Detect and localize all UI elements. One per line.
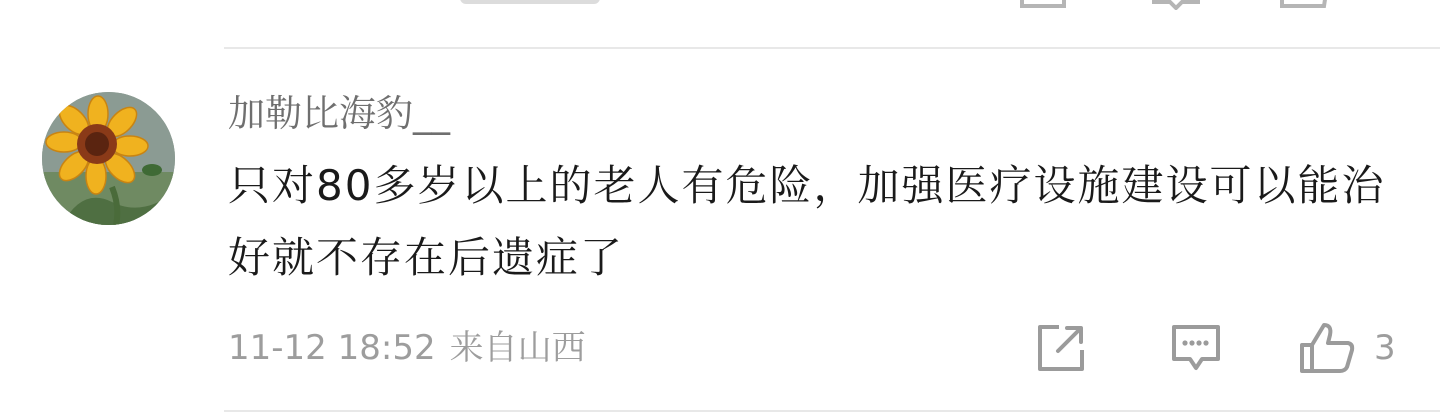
reply-button[interactable] [1170,320,1222,376]
sunflower-avatar-image [42,92,175,225]
divider [224,47,1440,49]
comment-icon [1170,323,1222,373]
thumbs-up-icon[interactable] [1280,0,1332,10]
comment-date: 11-12 18:52 [228,328,436,368]
comment-text: 只对80多岁以上的老人有危险，加强医疗设施建设可以能治好就不存在后遗症了 [228,161,1386,282]
like-count: 3 [1374,328,1396,368]
avatar[interactable] [42,92,175,225]
comment-location: 来自山西 [449,328,586,368]
comment-meta [228,322,586,374]
share-icon [1036,323,1086,373]
comment-icon[interactable] [1152,0,1200,10]
share-icon[interactable] [1020,0,1068,10]
like-button[interactable] [1298,320,1396,376]
username[interactable]: 加勒比海豹__ [228,92,450,135]
previous-comment-meta [460,0,600,4]
share-button[interactable] [1036,320,1086,376]
divider [224,410,1440,412]
thumbs-up-icon [1298,321,1356,375]
previous-comment-footer [0,0,1440,12]
